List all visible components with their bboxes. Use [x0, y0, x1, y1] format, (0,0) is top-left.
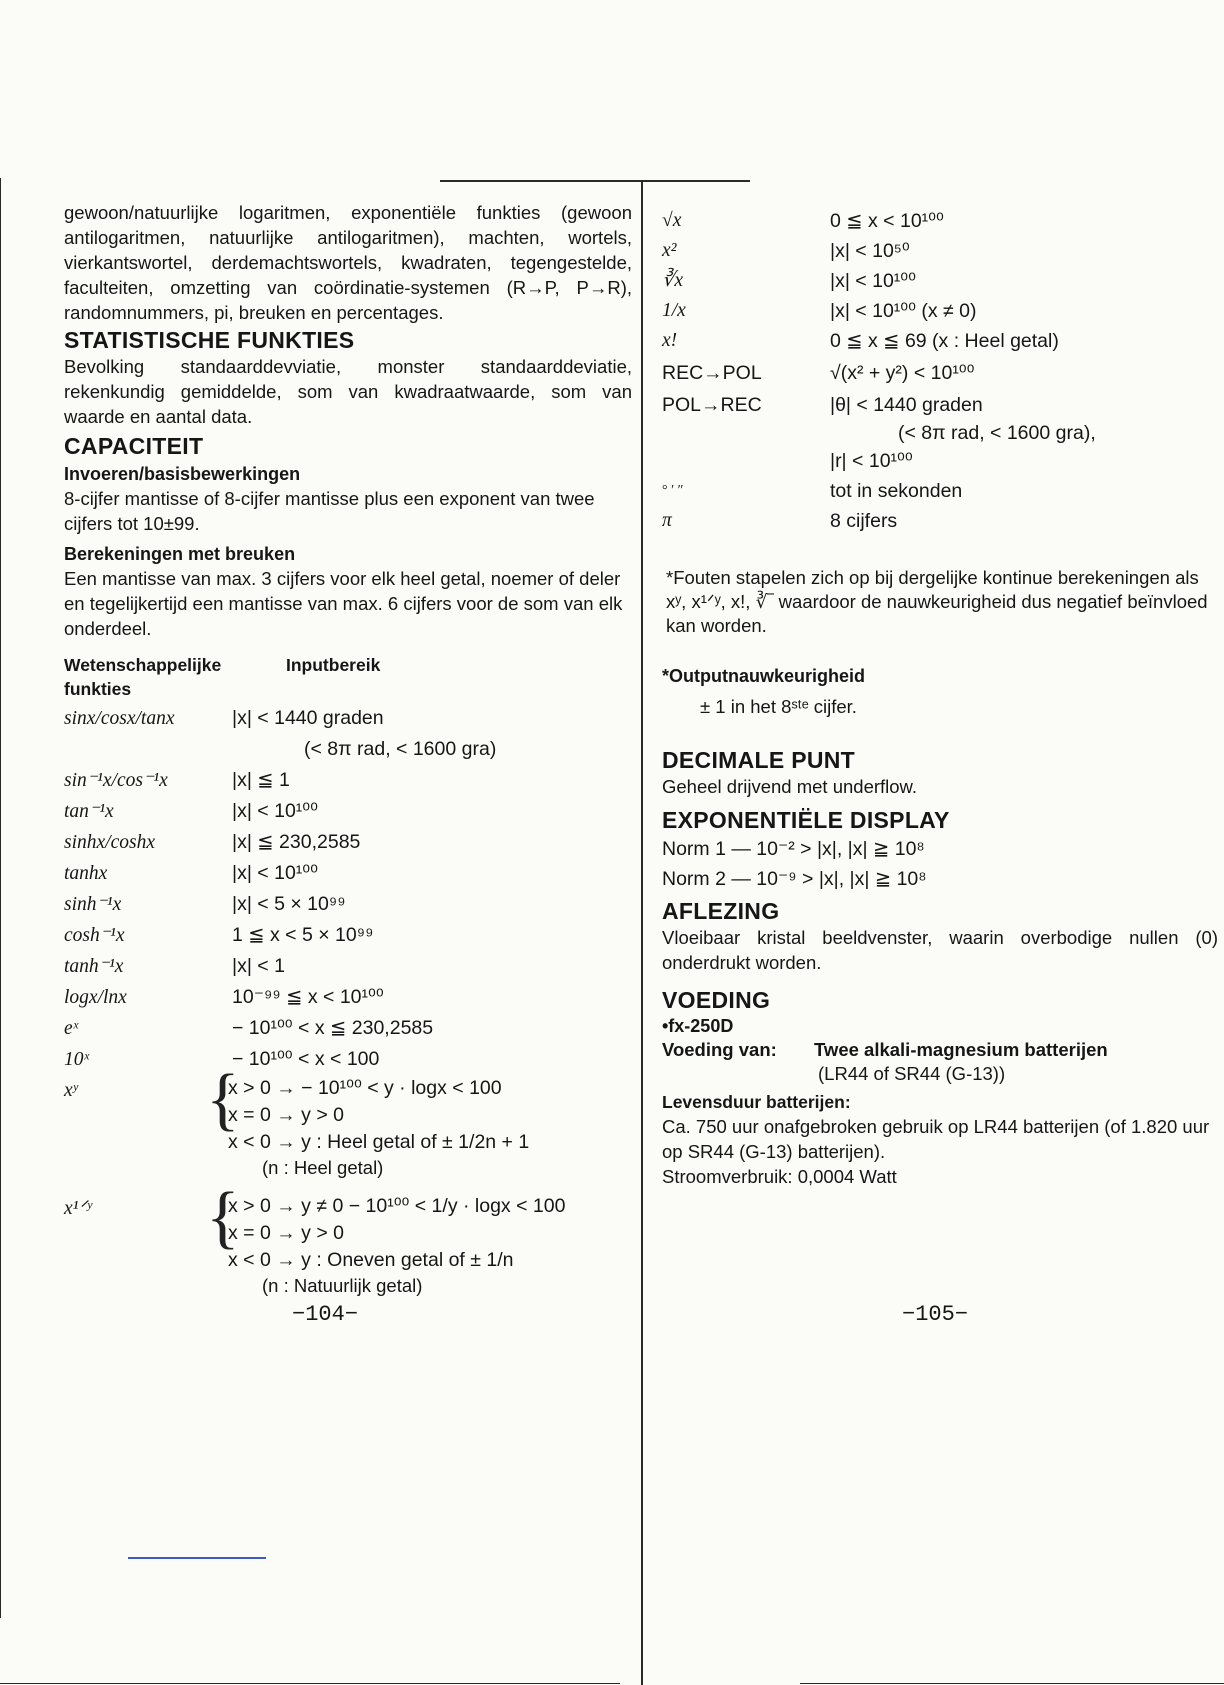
function-name: ∛x: [662, 270, 684, 291]
function-name: cosh⁻¹x: [64, 925, 125, 946]
input-range: √(x² + y²) < 10¹⁰⁰: [830, 362, 975, 384]
input-range: 10⁻⁹⁹ ≦ x < 10¹⁰⁰: [232, 986, 384, 1008]
center-divider: [641, 180, 643, 1685]
function-table: [64, 703, 632, 1311]
heading-aflezing: AFLEZING: [662, 898, 780, 924]
input-text: 8-cijfer mantisse of 8-cijfer mantisse plus een exponent van twee cijfers tot 10±99.: [64, 488, 595, 534]
intro-text: gewoon/natuurlijke logaritmen, exponentiële funkties (gewoon antilogaritmen, natuurlijke antilogaritmen), machten, wortels, vierkantswortel, derdemachtswortels, kwadraten, tegengestelde, faculteiten, omzetting van coördinatie-systemen (R→P, P→R), randomnummers, pi, breuken en percentages.: [64, 202, 632, 323]
function-name: xʸ: [64, 1080, 78, 1101]
x1y-line: x > 0 → y ≠ 0 − 10¹⁰⁰ < 1/y · logx < 100: [228, 1195, 566, 1217]
voeding-row: [662, 1038, 1218, 1088]
table-row: [662, 506, 1218, 536]
input-range: |x| < 10¹⁰⁰: [830, 270, 916, 292]
table-row: [64, 982, 632, 1013]
function-name: √x: [662, 210, 682, 231]
input-range: |x| < 10¹⁰⁰ (x ≠ 0): [830, 300, 977, 322]
left-edge-rule: [0, 178, 1, 1618]
function-name: sinhx/coshx: [64, 832, 155, 853]
table-row: [64, 796, 632, 827]
input-range: |θ| < 1440 graden: [830, 394, 983, 416]
input-range: |x| < 10¹⁰⁰: [232, 862, 318, 884]
function-name: x¹ᐟʸ: [64, 1198, 92, 1219]
table-row: [662, 206, 1218, 236]
table-row: [662, 326, 1218, 356]
table-row: [64, 951, 632, 982]
page-number-right: −105−: [902, 1302, 969, 1327]
norm-1: Norm 1 — 10⁻² > |x|, |x| ≧ 10⁸: [662, 838, 925, 860]
levensduur-label: Levensduur batterijen:: [662, 1092, 851, 1112]
xy-line: (n : Heel getal): [262, 1157, 384, 1178]
input-range: − 10¹⁰⁰ < x ≦ 230,2585: [232, 1017, 434, 1039]
top-rule-left: [440, 180, 750, 182]
x1y-block: [64, 1179, 632, 1311]
function-name: 1/x: [662, 300, 686, 321]
heading-outputnauwkeurigheid: *Outputnauwkeurigheid: [662, 666, 866, 686]
input-range: − 10¹⁰⁰ < x < 100: [232, 1048, 380, 1070]
heading-exponentiele-display: EXPONENTIËLE DISPLAY: [662, 807, 950, 833]
input-range: |x| < 1: [232, 955, 285, 977]
aflezing-text: Vloeibaar kristal beeldvenster, waarin overbodige nullen (0) onderdrukt worden.: [662, 927, 1218, 973]
function-name: POL→REC: [662, 394, 762, 416]
function-name: ° ′ ″: [662, 483, 684, 498]
voeding-label: Voeding van:: [662, 1039, 777, 1060]
x1y-line: (n : Natuurlijk getal): [262, 1275, 423, 1296]
stroomverbruik: Stroomverbruik: 0,0004 Watt: [662, 1166, 897, 1187]
brace-icon: {: [206, 1179, 240, 1256]
input-range: |x| < 10¹⁰⁰: [232, 800, 318, 822]
table-row: [662, 266, 1218, 296]
function-name: 10ˣ: [64, 1049, 90, 1070]
table-row: [64, 765, 632, 796]
bottom-rule-left: [0, 1683, 620, 1684]
input-range: 0 ≦ x < 10¹⁰⁰: [830, 210, 944, 232]
stat-text: Bevolking standaarddevviatie, monster standaarddeviatie, rekenkundig gemiddelde, som van kwadraatwaarde, som van waarde en aantal data.: [64, 356, 632, 427]
table-row: [64, 889, 632, 920]
heading-statistische-funkties: STATISTISCHE FUNKTIES: [64, 327, 355, 353]
input-range: |r| < 10¹⁰⁰: [830, 450, 913, 472]
function-name: tan⁻¹x: [64, 801, 114, 822]
table-row: [64, 920, 632, 951]
xy-line: x = 0 → y > 0: [228, 1104, 344, 1126]
subheading-invoeren: Invoeren/basisbewerkingen: [64, 464, 301, 484]
table-row: [64, 827, 632, 858]
function-name: x²: [662, 240, 677, 261]
function-name: x!: [662, 330, 678, 351]
table-row: [662, 356, 1218, 390]
page-105: [662, 206, 1218, 1189]
xy-line: x < 0 → y : Heel getal of ± 1/2n + 1: [228, 1131, 530, 1153]
input-range: |x| < 1440 graden: [232, 707, 384, 729]
decimal-text: Geheel drijvend met underflow.: [662, 776, 918, 797]
input-range: tot in sekonden: [830, 480, 963, 502]
input-range: |x| < 5 × 10⁹⁹: [232, 893, 346, 915]
accuracy-text: ± 1 in het 8ˢᵗᵉ cijfer.: [700, 696, 857, 717]
norm-2: Norm 2 — 10⁻⁹ > |x|, |x| ≧ 10⁸: [662, 868, 927, 890]
bottom-rule-right: [800, 1683, 1224, 1684]
frac-text: Een mantisse van max. 3 cijfers voor elk heel getal, noemer of deler en tegelijkertijd een mantisse van max. 6 cijfers voor de som van elk onderdeel.: [64, 568, 623, 639]
footnote: *Fouten stapelen zich op bij dergelijke kontinue berekeningen als xʸ, x¹ᐟʸ, x!, ∛‾ waardoor de nauwkeurigheid dus negatief beïnvloed kan worden.: [666, 567, 1208, 636]
function-name: sin⁻¹x/cos⁻¹x: [64, 770, 168, 791]
input-range: |x| ≦ 230,2585: [232, 831, 361, 853]
input-range: (< 8π rad, < 1600 gra): [304, 738, 497, 760]
table-row: [662, 236, 1218, 266]
function-name: sinx/cosx/tanx: [64, 708, 175, 729]
page-104: [64, 200, 632, 1311]
col-func-label: Wetenschappelijke funkties: [64, 655, 222, 699]
table-row: [662, 476, 1218, 506]
voeding-text-1: Twee alkali-magnesium batterijen: [814, 1039, 1108, 1060]
xy-line: x > 0 → − 10¹⁰⁰ < y · logx < 100: [228, 1077, 502, 1099]
input-range: 8 cijfers: [830, 510, 898, 532]
input-range: (< 8π rad, < 1600 gra),: [898, 422, 1096, 444]
heading-decimale-punt: DECIMALE PUNT: [662, 747, 856, 773]
heading-voeding: VOEDING: [662, 987, 771, 1013]
table-row: [662, 446, 1218, 476]
input-range: |x| ≦ 1: [232, 769, 290, 791]
function-name: tanhx: [64, 863, 108, 884]
table-row: [64, 858, 632, 889]
subheading-breuken: Berekeningen met breuken: [64, 544, 296, 564]
voeding-text-2: (LR44 of SR44 (G-13)): [818, 1063, 1006, 1084]
function-name: eˣ: [64, 1018, 79, 1039]
table-row: [64, 1044, 632, 1075]
table-row: [662, 296, 1218, 326]
function-name: REC→POL: [662, 362, 762, 384]
input-range: 1 ≦ x < 5 × 10⁹⁹: [232, 924, 374, 946]
model-name: •fx-250D: [662, 1016, 734, 1036]
input-range: 0 ≦ x ≦ 69 (x : Heel getal): [830, 330, 1059, 352]
input-range: |x| < 10⁵⁰: [830, 240, 910, 262]
table-row: [64, 734, 632, 765]
table-row: [662, 390, 1218, 420]
x1y-line: x = 0 → y > 0: [228, 1222, 344, 1244]
function-table-header: [64, 651, 632, 703]
function-name: π: [662, 510, 672, 531]
x1y-line: x < 0 → y : Oneven getal of ± 1/n: [228, 1249, 514, 1271]
xy-block: [64, 1061, 632, 1193]
heading-capaciteit: CAPACITEIT: [64, 433, 204, 459]
function-name: logx/lnx: [64, 987, 127, 1008]
col-range-label: Inputbereik: [286, 655, 381, 675]
brace-icon: {: [206, 1061, 240, 1138]
table-row: [64, 703, 632, 734]
table-row: [64, 1013, 632, 1044]
function-name: tanh⁻¹x: [64, 956, 124, 977]
blue-underline: [128, 1557, 266, 1559]
table-row: [662, 420, 1218, 446]
page-number-left: −104−: [292, 1302, 359, 1327]
function-name: sinh⁻¹x: [64, 894, 122, 915]
levensduur-text: Ca. 750 uur onafgebroken gebruik op LR44 batterijen (of 1.820 uur op SR44 (G-13) batterijen).: [662, 1116, 1210, 1162]
